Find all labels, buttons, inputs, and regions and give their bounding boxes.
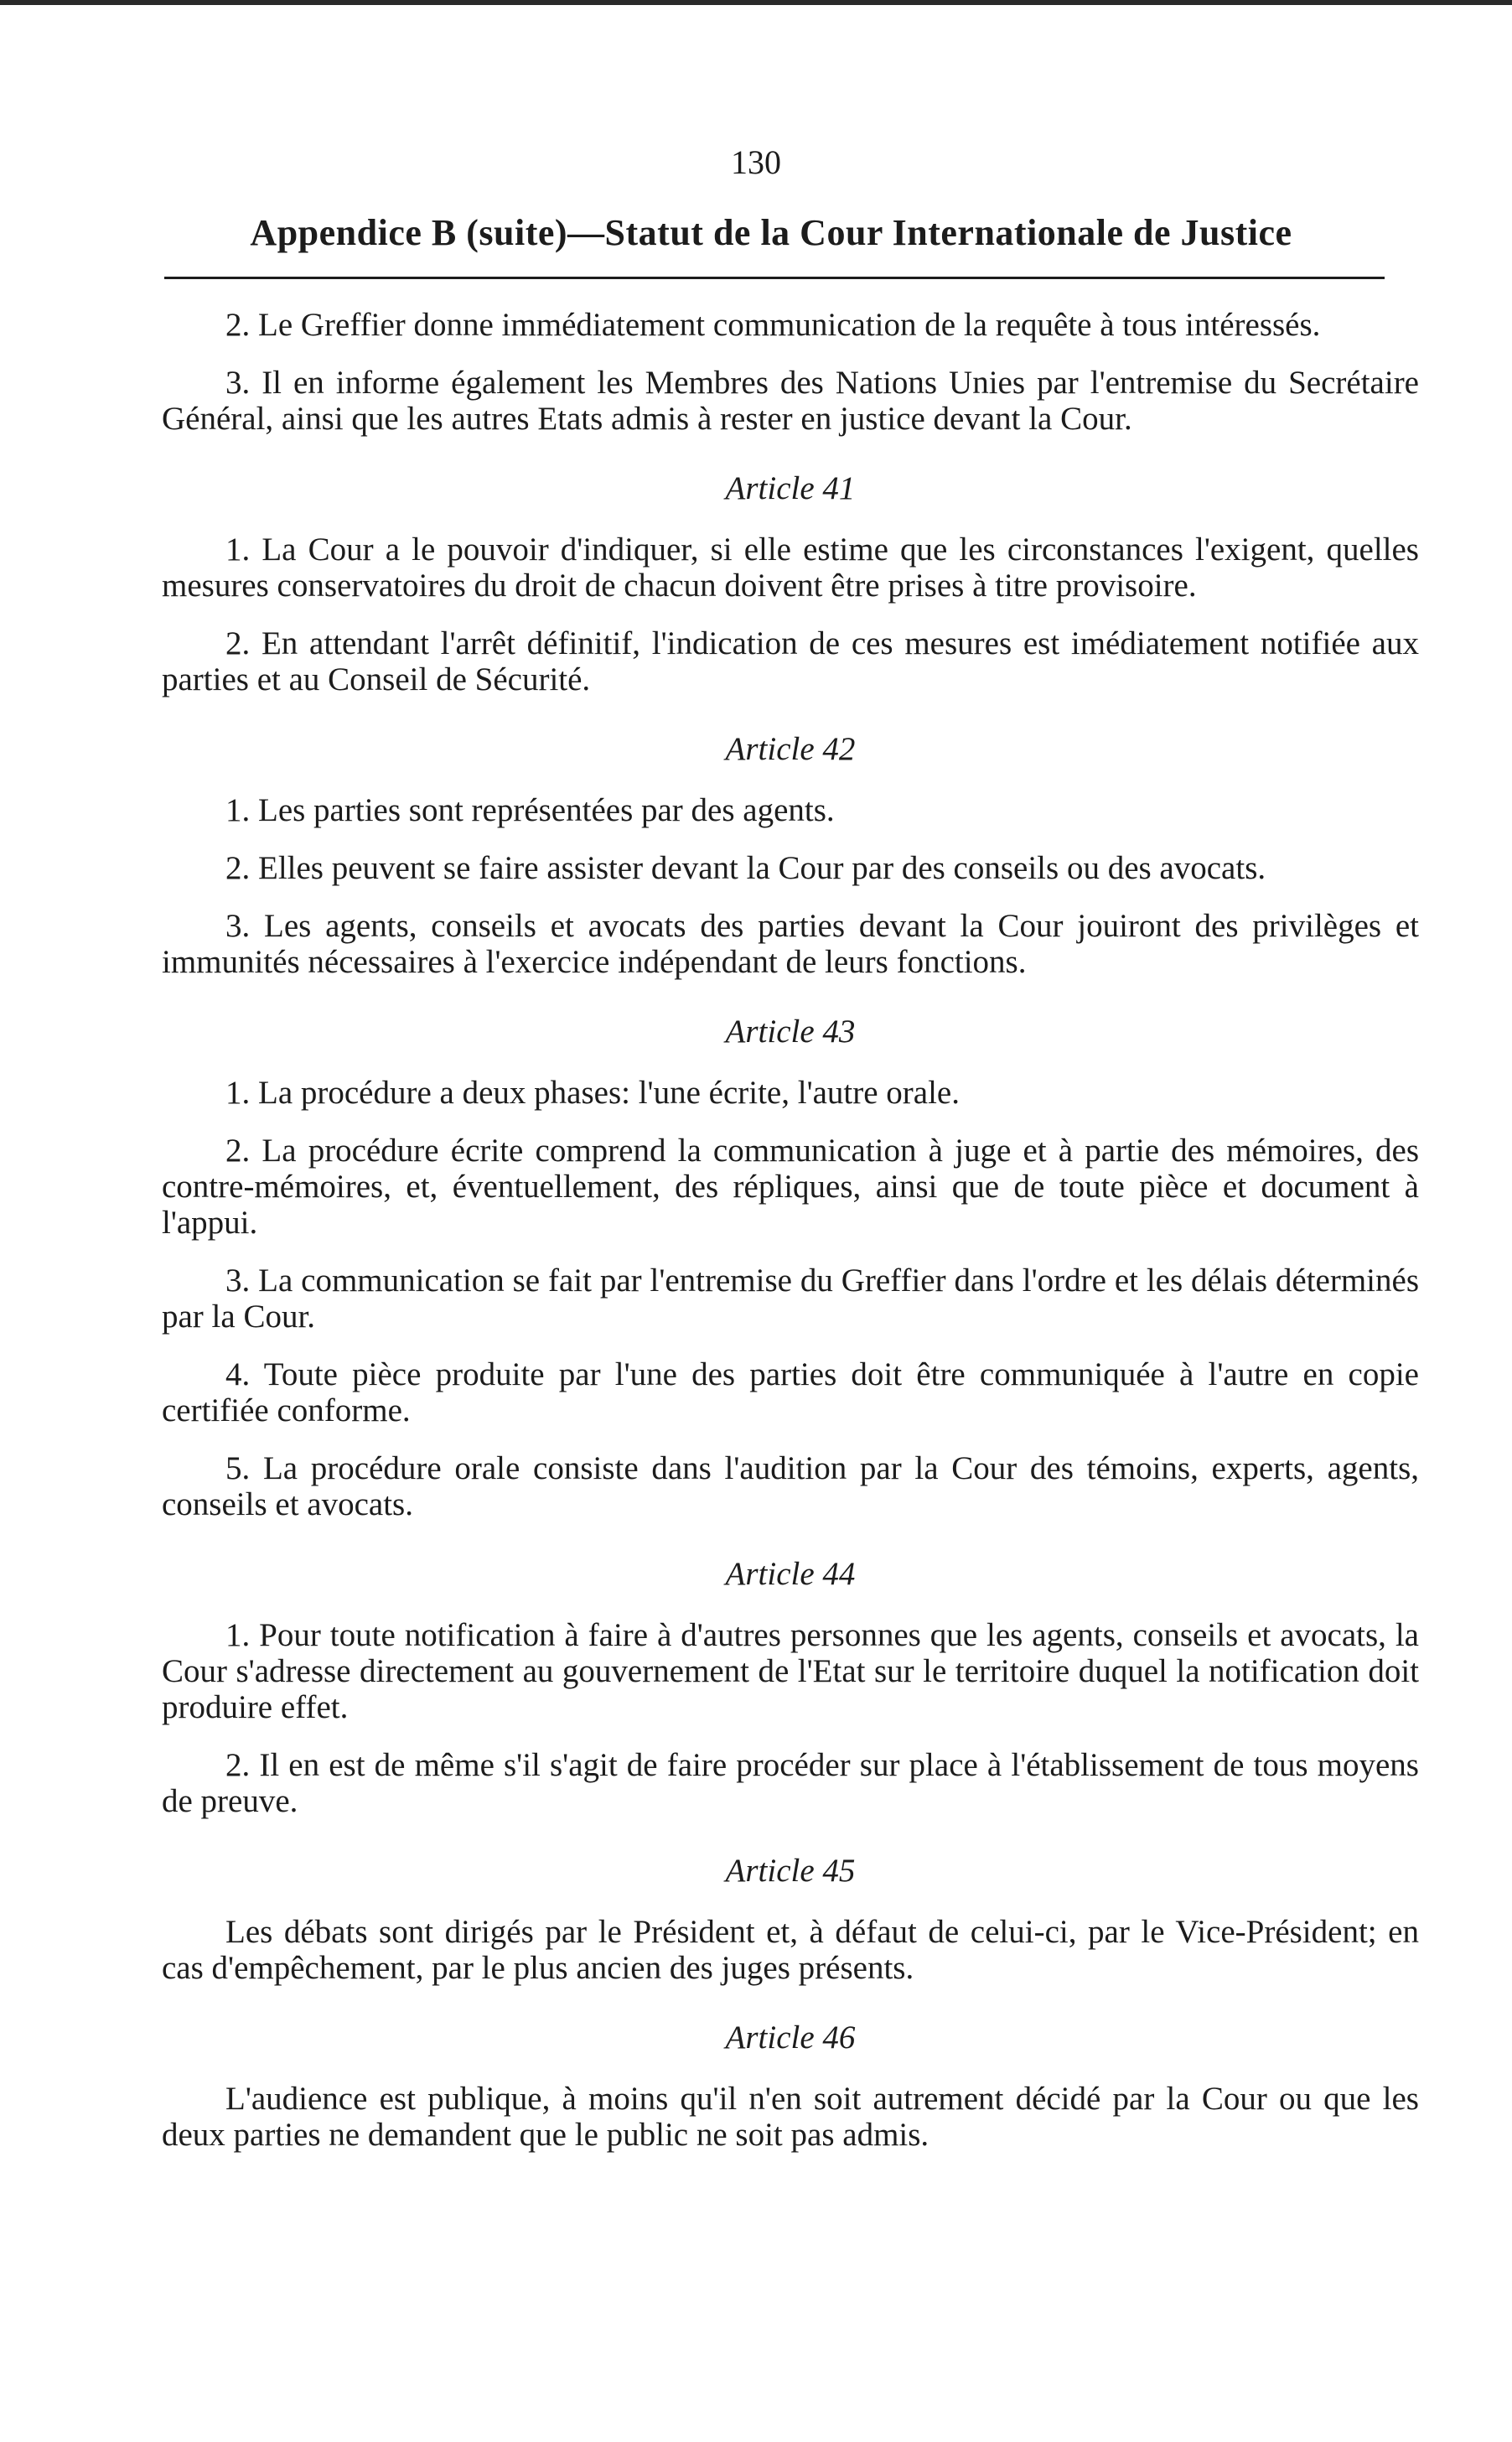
paragraph: 2. Le Greffier donne immédiatement communication de la requête à tous intéressés. — [225, 307, 1321, 343]
paragraph: 3. Les agents, conseils et avocats des parties devant la Cour jouiront des privilèges et immunités nécessaires à l'exercice indépendant de leurs fonctions. — [162, 908, 1419, 980]
document-body — [162, 307, 1419, 2175]
article-heading: Article 42 — [725, 731, 856, 767]
page-number: 130 — [731, 143, 781, 181]
article-heading: Article 43 — [725, 1014, 856, 1050]
article-heading: Article 45 — [725, 1853, 856, 1889]
header-rule — [164, 277, 1385, 279]
paragraph: 2. Il en est de même s'il s'agit de faire procéder sur place à l'établissement de tous moyens de preuve. — [162, 1747, 1419, 1819]
paragraph: 1. La procédure a deux phases: l'une écrite, l'autre orale. — [225, 1075, 960, 1111]
paragraph: Les débats sont dirigés par le Président et, à défaut de celui-ci, par le Vice-Président; en cas d'empêchement, par le plus ancien des juges présents. — [162, 1914, 1419, 1986]
paragraph: 4. Toute pièce produite par l'une des parties doit être communiquée à l'autre en copie certifiée conforme. — [162, 1356, 1419, 1428]
paragraph: 2. En attendant l'arrêt définitif, l'indication de ces mesures est imédiatement notifiée aux parties et au Conseil de Sécurité. — [162, 625, 1419, 697]
article-heading: Article 41 — [725, 470, 856, 506]
paragraph: 5. La procédure orale consiste dans l'audition par la Cour des témoins, experts, agents, conseils et avocats. — [162, 1450, 1419, 1522]
running-header: Appendice B (suite)—Statut de la Cour Internationale de Justice — [250, 212, 1292, 253]
paragraph: 1. Pour toute notification à faire à d'autres personnes que les agents, conseils et avocats, la Cour s'adresse directement au gouvernement de l'Etat sur le territoire duquel la notification doit produire effet. — [162, 1617, 1419, 1725]
paragraph: 3. La communication se fait par l'entremise du Greffier dans l'ordre et les délais déterminés par la Cour. — [162, 1262, 1419, 1335]
paragraph: L'audience est publique, à moins qu'il n'en soit autrement décidé par la Cour ou que les deux parties ne demandent que le public ne soit pas admis. — [162, 2081, 1419, 2153]
paragraph: 1. Les parties sont représentées par des agents. — [225, 792, 835, 828]
paragraph: 1. La Cour a le pouvoir d'indiquer, si elle estime que les circonstances l'exigent, quelles mesures conservatoires du droit de chacun doivent être prises à titre provisoire. — [162, 531, 1419, 604]
article-heading: Article 46 — [725, 2019, 856, 2056]
paragraph: 2. Elles peuvent se faire assister devant la Cour par des conseils ou des avocats. — [225, 850, 1266, 886]
article-heading: Article 44 — [725, 1556, 856, 1592]
top-edge-rule — [0, 0, 1512, 5]
paragraph: 2. La procédure écrite comprend la communication à juge et à partie des mémoires, des contre-mémoires, et, éventuellement, des répliques, ainsi que de toute pièce et document à l'appui. — [162, 1133, 1419, 1241]
paragraph: 3. Il en informe également les Membres des Nations Unies par l'entremise du Secrétaire Général, ainsi que les autres Etats admis à rester en justice devant la Cour. — [162, 365, 1419, 437]
